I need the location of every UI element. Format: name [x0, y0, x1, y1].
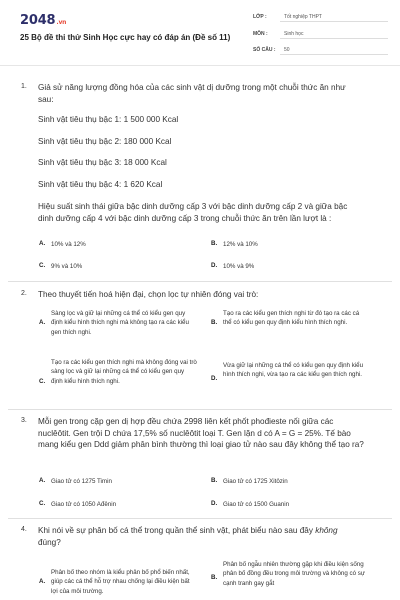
question-divider — [8, 518, 392, 519]
option-letter: A. — [39, 477, 46, 484]
meta-count-key: SỐ CÂU : — [253, 47, 276, 53]
energy-line-1: Sinh vật tiêu thụ bậc 1: 1 500 000 Kcal — [38, 115, 179, 124]
option-letter: A. — [39, 578, 46, 585]
option-text: Phân bố theo nhóm là kiểu phân bố phổ biến nhất, giúp các cá thể hỗ trợ nhau chống lại điều kiện bất lợi của môi trường. — [51, 569, 190, 595]
option-letter: D. — [211, 500, 218, 507]
option-letter: C. — [39, 378, 46, 385]
question-number: 4. — [21, 526, 27, 533]
option-text: Tạo ra các kiểu gen thích nghi mà không đóng vai trò sàng lọc và giữ lại những cá thể có kiểu gen quy định kiểu hình thích nghi. — [51, 359, 197, 385]
energy-line-2: Sinh vật tiêu thụ bậc 2: 180 000 Kcal — [38, 137, 172, 146]
meta-divider — [280, 38, 388, 39]
option-letter: C. — [39, 262, 46, 269]
option-text: Tạo ra các kiểu gen thích nghi từ đó tạo ra các cá thể có kiểu gen quy định kiểu hình thích nghi. — [223, 310, 360, 327]
option-text: 10% và 9% — [223, 263, 255, 270]
meta-divider — [280, 21, 388, 22]
option-letter: B. — [211, 319, 218, 326]
meta-class-value: Tốt nghiệp THPT — [284, 14, 322, 20]
question-stem: Theo thuyết tiến hoá hiện đại, chọn lọc tự nhiên đóng vai trò: — [38, 290, 259, 299]
option-letter: A. — [39, 319, 46, 326]
option-letter: D. — [211, 375, 218, 382]
header-divider — [0, 65, 400, 66]
meta-subject-value: Sinh học — [284, 31, 304, 37]
energy-line-4: Sinh vật tiêu thụ bậc 4: 1 620 Kcal — [38, 180, 163, 189]
option-text: Giao tử có 1725 Xitôzin — [223, 478, 288, 485]
option-letter: D. — [211, 262, 218, 269]
question-divider — [8, 409, 392, 410]
energy-line-3: Sinh vật tiêu thụ bậc 3: 18 000 Kcal — [38, 158, 167, 167]
meta-subject-key: MÔN : — [253, 31, 268, 37]
option-text: 9% và 10% — [51, 263, 83, 270]
option-text: Giao tử có 1050 Ađênin — [51, 501, 117, 508]
question-number: 3. — [21, 417, 27, 424]
option-text: Phân bố ngẫu nhiên thường gặp khi điều kiện sống phân bố đồng đều trong môi trường và không có sự cạnh tranh gay gắt — [223, 561, 366, 587]
option-letter: C. — [39, 500, 46, 507]
option-text: 10% và 12% — [51, 241, 86, 248]
option-letter: B. — [211, 574, 218, 581]
question-stem: Khi nói về sự phân bố cá thể trong quần thể sinh vật, phát biểu nào sau đây không đúng? — [38, 526, 338, 547]
emphasis-not: không — [315, 526, 338, 535]
question-number: 2. — [21, 290, 27, 297]
option-letter: A. — [39, 240, 46, 247]
question-stem: Giả sử năng lượng đồng hóa của các sinh vật dị dưỡng trong một chuỗi thức ăn như sau: — [38, 83, 346, 104]
meta-divider — [280, 54, 388, 55]
option-text: Vừa giữ lại những cá thể có kiểu gen quy định kiểu hình thích nghi, vừa tạo ra các kiểu gen thích nghi. — [223, 362, 364, 379]
document-title: 25 Bộ đề thi thử Sinh Học cực hay có đáp án (Đề số 11) — [20, 33, 231, 42]
header — [0, 0, 400, 64]
option-text: Sàng lọc và giữ lại những cá thể có kiểu gen quy định kiểu hình thích nghi mà không tạo ra các kiểu gen thích nghi. — [51, 310, 189, 336]
site-logo[interactable]: 2048.vn — [20, 13, 67, 28]
option-text: Giao tử có 1500 Guanin — [223, 501, 290, 508]
option-text: 12% và 10% — [223, 241, 258, 248]
question-number: 1. — [21, 83, 27, 90]
question-divider — [8, 281, 392, 282]
option-letter: B. — [211, 240, 218, 247]
meta-count-value: 50 — [284, 47, 290, 53]
meta-class-key: LỚP : — [253, 14, 267, 20]
question-stem: Mỗi gen trong cặp gen dị hợp đều chứa 2998 liên kết phốt phođieste nối giữa các nuclêôtit. Gen trội D chứa 17,5% số nuclêôtit loại T. Gen lặn d có A = G = 25%. Tế bào mang kiểu gen Ddd giảm phân bình thường thì loại giao tử nào sau đây không thể tạo ra? — [38, 417, 364, 449]
option-text: Giao tử có 1275 Timin — [51, 478, 112, 485]
question-stem-continued: Hiệu suất sinh thái giữa bậc dinh dưỡng cấp 3 với bậc dinh dưỡng cấp 2 và giữa bậc dinh dưỡng cấp 4 với bậc dinh dưỡng cấp 3 trong chuỗi thức ăn trên lần lượt là : — [38, 202, 348, 223]
option-letter: B. — [211, 477, 218, 484]
